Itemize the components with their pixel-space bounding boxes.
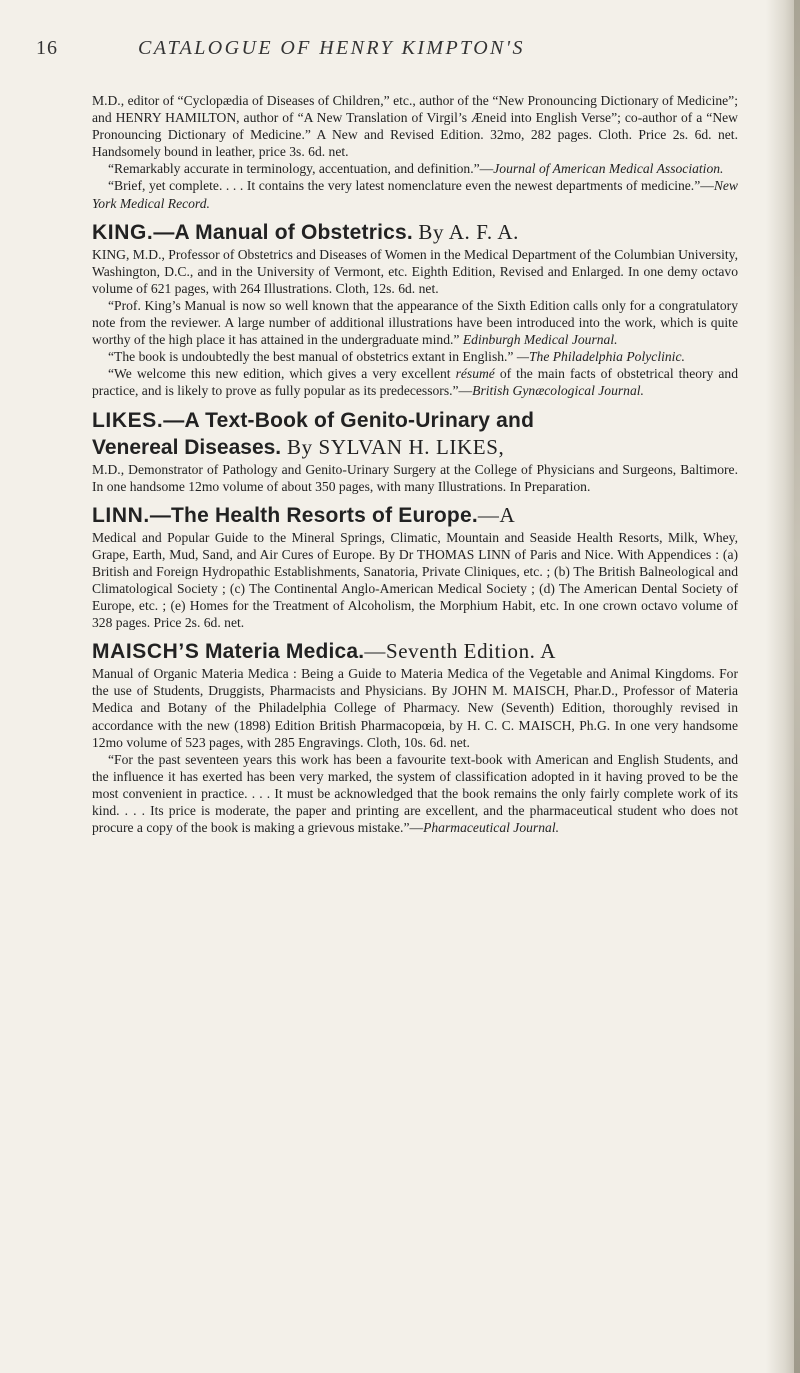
review-quote bbox=[92, 751, 738, 836]
author-key: MAISCH’S bbox=[92, 640, 200, 664]
entry-heading bbox=[92, 407, 738, 434]
running-title: CATALOGUE OF HENRY KIMPTON'S bbox=[138, 37, 525, 59]
quote-source: New York Medical Record. bbox=[92, 178, 738, 211]
byline: By A. F. A. bbox=[418, 219, 519, 244]
review-quote bbox=[92, 297, 738, 348]
running-header bbox=[36, 33, 756, 65]
entry-likes bbox=[92, 407, 738, 495]
book-title: —A Text-Book of Genito-Urinary and bbox=[163, 408, 535, 432]
review-quote bbox=[92, 365, 738, 399]
catalogue-body bbox=[92, 92, 738, 836]
quote-source: —The Philadelphia Polyclinic. bbox=[516, 349, 685, 365]
author-key: LIKES. bbox=[92, 408, 164, 432]
quote-text: “The book is undoubtedly the best manual of obstetrics extant in English.” bbox=[108, 349, 514, 365]
review-quote bbox=[92, 348, 738, 365]
quote-source: Edinburgh Medical Journal. bbox=[462, 332, 618, 348]
entry-heading bbox=[92, 219, 738, 246]
entry-description: Manual of Organic Materia Medica : Being a Guide to Materia Medica of the Vegetable and Animal Kingdoms. For the use of Students, Druggists, Pharmacists and Physicians. By JOHN M. MAISCH, Phar.D., Professor of Materia Medica and Botany of the Philadelphia College of Pharmacy. New (Seventh) Edition, thoroughly revised in accordance with the new (1898) Edition British Pharmacopœia, by H. C. C. MAISCH, Ph.G. In one very handsome 12mo volume of 523 pages, with 285 Engravings. Cloth, 10s. 6d. net. bbox=[92, 666, 738, 750]
quote-text-cont: of the main facts of obstetrical theory and practice, and is likely to prove as fully popular as its predecessors.”— bbox=[92, 366, 738, 399]
quote-text: “Brief, yet complete. . . . It contains the very latest nomenclature even the newest departments of medicine.”— bbox=[108, 178, 714, 194]
page-number: 16 bbox=[36, 37, 58, 59]
entry-description: M.D., editor of “Cyclopædia of Diseases of Children,” etc., author of the “New Pronouncing Dictionary of Medicine”; and HENRY HAMILTON, author of “A New Translation of Virgil’s Æneid into English Verse”; co-author of a “New Pronouncing Dictionary of Medicine.” A New and Revised Edition. 32mo, 282 pages. Cloth. Price 2s. 6d. net. Handsomely bound in leather, price 3s. 6d. net. bbox=[92, 93, 738, 160]
quote-text: “For the past seventeen years this work has been a favourite text-book with American and English Students, and the influence it has exerted has been very marked, the system of classification adopted in it having proved to be the most convenient in practice. . . . It must be acknowledged that the book remains the only fairly complete work of its kind. . . . Its price is moderate, the paper and printing are excellent, and the pharmaceutical student who does not procure a copy of the book is making a grievous mistake.”— bbox=[92, 751, 738, 836]
quote-text: “We welcome this new edition, which gives a very excellent bbox=[108, 366, 456, 382]
entry-maisch bbox=[92, 638, 738, 836]
quote-text: “Prof. King’s Manual is now so well known that the appearance of the Sixth Edition calls only for a congratulatory note from the reviewer. A large number of additional illustrations have been introduced into the work, which is quite worthy of the high place it has attained in the undergraduate mind.” bbox=[92, 297, 738, 348]
entry-description: Medical and Popular Guide to the Mineral Springs, Climatic, Mountain and Seaside Health Resorts, Milk, Whey, Grape, Earth, Mud, Sand, and Air Cures of Europe. By Dr THOMAS LINN of Paris and Nice. With Appendices : (a) British and Foreign Hydropathic Establishments, Sanatoria, Private Cliniques, etc. ; (b) The British Balneological and Climatological Society ; (c) The Continental Anglo-American Medical Society ; (d) The American Dental Society of Europe, etc. ; (e) Homes for the Treatment of Alcoholism, the Morphium Habit, etc. In one crown octavo volume of 328 pages. Price 2s. 6d. net. bbox=[92, 529, 738, 631]
entry-heading bbox=[92, 502, 738, 529]
author-key: KING. bbox=[92, 220, 154, 244]
byline: By SYLVAN H. LIKES, bbox=[287, 434, 505, 459]
book-title: Materia Medica. bbox=[204, 640, 365, 664]
review-quote bbox=[92, 160, 738, 177]
entry-continuation bbox=[92, 92, 738, 212]
byline: —A bbox=[477, 502, 516, 527]
entry-king bbox=[92, 219, 738, 400]
book-title: —A Manual of Obstetrics. bbox=[153, 220, 413, 244]
book-title-cont: Venereal Diseases. bbox=[92, 435, 282, 459]
entry-description: KING, M.D., Professor of Obstetrics and Diseases of Women in the Medical Department of the Columbian University, Washington, D.C., and in the University of Vermont, etc. Eighth Edition, Revised and Enlarged. In one demy octavo volume of 621 pages, with 264 Illustrations. Cloth, 12s. 6d. net. bbox=[92, 246, 738, 296]
entry-heading-cont bbox=[92, 434, 738, 461]
author-key: LINN. bbox=[92, 503, 150, 527]
review-quote bbox=[92, 177, 738, 211]
book-title: —The Health Resorts of Europe. bbox=[149, 503, 478, 527]
entry-heading bbox=[92, 638, 738, 665]
quote-source: British Gynæcological Journal. bbox=[472, 383, 644, 399]
quote-source: Pharmaceutical Journal. bbox=[423, 820, 559, 836]
quote-source: Journal of American Medical Association. bbox=[493, 161, 724, 177]
entry-linn bbox=[92, 502, 738, 632]
entry-description: M.D., Demonstrator of Pathology and Genito-Urinary Surgery at the College of Physicians and Surgeons, Baltimore. In one handsome 12mo volume of about 350 pages, with many Illustrations. In Preparation. bbox=[92, 461, 738, 494]
quote-emphasis: résumé bbox=[455, 366, 495, 382]
byline: —Seventh Edition. A bbox=[364, 639, 556, 664]
page-binding-edge bbox=[794, 0, 800, 1373]
quote-text: “Remarkably accurate in terminology, accentuation, and definition.”— bbox=[108, 161, 494, 177]
